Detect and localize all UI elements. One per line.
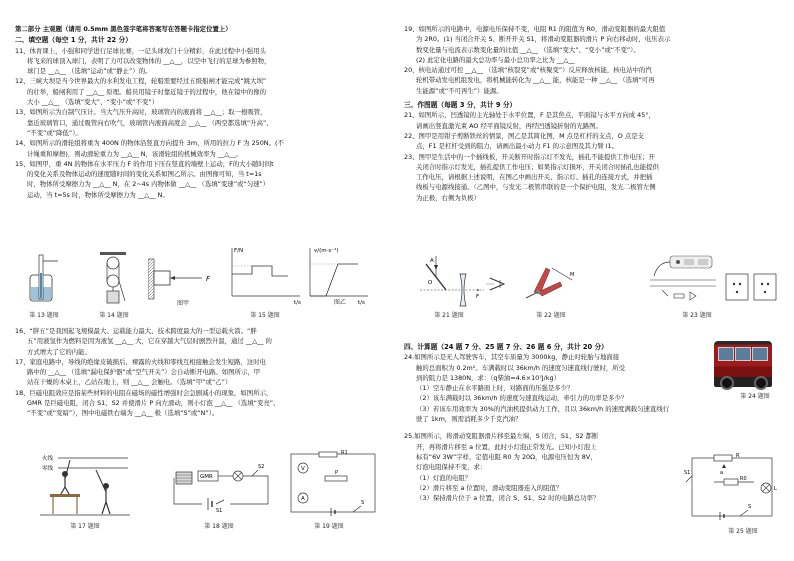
fig19-V: V (301, 466, 305, 472)
question-12 (15, 76, 396, 107)
q25-sub: （1）灯泡的电阻？ (416, 473, 472, 482)
fig19-A: A (301, 496, 305, 502)
question-11 (15, 46, 396, 77)
q13-line: 13、如图所示为自制气压计。当大气压升高时，玻璃管内的液面将 __△__；取一根吸管， (15, 108, 267, 117)
q24-line: 触的总面积为 0.2m²。车满载时以 36km/h 的速度匀速直线行驶时，所受 (416, 363, 626, 372)
caption-23: 第 23 题图 (682, 312, 712, 319)
q23-line: 为正极，右侧为负极） (416, 193, 480, 202)
q25-sub: （2）滑片移至 a 位置时，滑动变阻器连入的阻值？ (416, 483, 563, 492)
q24-line: （1）空车静止在水平路面上时，对路面的压强是多少？ (416, 384, 574, 393)
q11-line: 球门是 __△__ （选填“运动”或“静止”）的。 (27, 67, 152, 76)
q19-line: 为 2R0。(1) 当闭合开关 S、断开开关 S1，将滑动变阻器的滑片 P 向右移动时，电压表示 (416, 35, 671, 44)
caption-18: 第 18 题图 (204, 523, 234, 530)
q19-line: 19、如图所示的电路中，电源电压保持不变，电阻 R1 的阻值为 R0，滑动变阻器的最大阻值 (404, 25, 666, 33)
fig25-S1: S1 (684, 470, 691, 476)
q17-line: 路中的 __△__ （选填“漏电保护器”或“空气开关”）会自动断开电路。如图所示，甲 (27, 368, 261, 377)
figure-22-pliers (486, 262, 576, 306)
caption-15: 第 15 题图 (250, 312, 280, 319)
fig18-s1: S1 (216, 508, 223, 514)
fig15-yi-label: 图乙 (333, 299, 346, 306)
fig15-ts-axis: t/s (294, 300, 301, 306)
q19-line: 数变化量与电流表示数变化量的比值 __△__ （选填“变大”、“变小”或“不变”）。 (416, 45, 640, 54)
q24-line: 到的阻力是 1380N，求：（q柴油=4.6×10⁷J/kg） (416, 373, 560, 382)
caption-24: 第 24 题图 (740, 393, 770, 400)
fig21-F: F (476, 294, 480, 300)
fig17-huoxian: 火线 (42, 456, 54, 462)
q12-line: 12、三峡大坝是当今世界最大的水利发电工程，轮船需要经过五级船闸才能完成“跳大坝” (15, 77, 267, 86)
question-14 (15, 138, 396, 159)
fig15-jia-label: 图甲 (176, 300, 189, 307)
figure-14-pulley (96, 251, 130, 307)
caption-25: 第 25 题图 (728, 528, 758, 535)
question-22 (404, 131, 780, 152)
fig25-L: L (774, 486, 777, 492)
q13-line: “不变”或“降低”）。 (27, 128, 82, 137)
figure-21-optics (420, 256, 484, 308)
q25-line: 开，再将滑片移至 a 位置，此时小灯泡正常发光。已知小灯泡上 (416, 442, 597, 451)
q19-line: (2) 此定化电路的最大总功率与最小总功率之比为 __△__ (416, 55, 575, 64)
fig19-P: P (335, 470, 339, 476)
q16-line: 五”用液氢作为燃料是因为液氢 __△__ 大，它在穿越大气层时剧烈升温，通过 __△__ 的 (27, 337, 272, 346)
q24-line: （3）若该车用效率为 30%的汽油机提供动力工作，且以 36km/h 的速度满载匀速直线行 (416, 404, 670, 413)
caption-19: 第 19 题图 (314, 523, 344, 530)
q25-sub: （3）保持滑片位于 a 位置，闭合 S、S1、S2 时的电路总功率？ (416, 494, 600, 503)
q17-line: 站在干燥的木桌上，乙站在地上，则 __△__ 会触电。（选填“甲”或“乙”） (27, 378, 232, 387)
figure-13-barometer (22, 253, 62, 305)
q23-line: 23、图甲是生活中的一个插线板，开关断开时指示灯不发光，插孔不能提供工作电压；开 (404, 152, 655, 161)
q24-line: （2）该车满载时以 36km/h 的速度匀速直线运动，牵引力的功率是多少？ (416, 394, 628, 403)
fig15-fN-axis: F/N (234, 248, 244, 254)
section-fill-blank: 二、填空题（每空 1 分，共计 22 分） (15, 36, 132, 45)
right-column (404, 24, 780, 203)
section-drawing: 三、作图题（每题 3 分，共计 9 分） (404, 101, 517, 110)
q25-line: 25.如图所示，将滑动变阻器滑片移至最左端，S 闭合，S1、S2 都断 (404, 432, 599, 441)
question-23 (404, 152, 780, 203)
q15-line: 时，物体所受摩擦力为 __△__ N，在 2~4s 内物体做 __△__ （选填“变速”或“匀速”） (27, 180, 270, 189)
caption-17: 第 17 题图 (70, 523, 100, 530)
question-16 (15, 326, 396, 357)
fig15-t-axis: t/s (358, 300, 365, 306)
fig18-gmr-label: GMR (200, 474, 213, 480)
q14-line: 计绳重和摩擦)，则动滑轮重力为 __△__ N，该滑轮组的机械效率为 __△__。 (27, 149, 242, 158)
question-17 (15, 357, 396, 388)
q20-line: 20、核电站通过可控 __△__ （选填“核裂变”或“核聚变”）反应释放核能，核电站中的汽 (404, 66, 652, 75)
question-15 (15, 159, 396, 200)
q15-line: 运动，当 t=5s 时，物体所受摩擦力为 __△__ N。 (27, 190, 169, 199)
figure-19-circuit (285, 450, 381, 516)
figure-15-velocity-graph (302, 244, 372, 306)
fig21-A: A (430, 258, 434, 264)
part2-header: 第二部分 主观题（请用 0.5mm 黑色签字笔将答案写在答题卡指定位置上） (15, 25, 232, 33)
figure-24-bus (706, 341, 782, 389)
q16-line: 方式增大了它的内能。 (27, 347, 91, 356)
q22-line: 点，F1 是杠杆受到的阻力，请画出最小动力 F1 的示意图及其力臂 l1。 (416, 142, 618, 151)
q21-line: 请画出竖直激光束 AO 经平面镜反射，再经凹透镜折射的光路图。 (416, 121, 602, 130)
fig15-v-axis: v/(m·s⁻¹) (314, 248, 339, 254)
fig19-R1: R1 (341, 450, 348, 456)
question-19 (404, 24, 780, 65)
q25-line: 标有“6V 3W”字样，定值电阻 R0 为 20Ω，电源电压恒为 8V， (416, 452, 597, 461)
fig19-S: S (361, 500, 365, 506)
bus-image (714, 341, 772, 387)
q20-line: 生能源”或“不可再生”）能源。 (416, 86, 503, 95)
figure-25-circuit (684, 452, 780, 524)
left-column (15, 24, 396, 200)
q23-line: 关闭合时指示灯发光，插孔提供工作电压；如果指示灯损坏，开关闭合时插孔也能提供 (416, 162, 659, 171)
q17-line: 17、家庭电路中，导线的绝缘皮破损后，裸露的火线和零线互相接触会发生短路，这时电 (15, 357, 266, 366)
q23-line: 工作电压，请根据上述说明，在图乙中画出开关、指示灯、插孔的连接方式，并把插 (416, 173, 653, 182)
question-24 (404, 352, 704, 424)
figure-23-power-strip (650, 252, 780, 308)
fig25-R: R (736, 453, 740, 459)
q23-line: 线板与电源线接通。（乙图中，与发光二极管串联的是一个保护电阻，发光二极管左侧 (416, 183, 656, 192)
fig18-s2: S2 (258, 464, 265, 470)
fig25-R0: R0 (740, 476, 747, 482)
q12-line: 大小 __△__ （选填“变大”、“变小”或“不变”） (27, 98, 159, 107)
fig17-lingxian: 零线 (42, 466, 54, 472)
section-calculation: 四、计算题（24 题 7 分、25 题 7 分、26 题 6 分，共计 20 分） (404, 343, 608, 351)
q11-line: 11、体育课上，小强和同学进行足球比赛，一记头球攻门十分精彩，在此过程中小强用头 (15, 46, 266, 55)
q20-line: 轮机带动发电机组发电，将机械能转化为 __△__ 能，核能是一种 __△__ （选填“可再 (416, 76, 655, 85)
q13-line: 靠近玻璃管口，通过吸管向右吹气，玻璃管内液面高度会 __△__ （两空都选填“升高”、 (27, 118, 273, 127)
question-25 (404, 431, 704, 503)
q21-line: 21、如图所示，凹透镜的主光轴处于水平位置，F 是其焦点，平面镜与水平方向成 45°， (404, 111, 655, 120)
question-18 (15, 388, 396, 419)
q22-line: 22、图甲是用钳子剪断铁丝的情景，图乙是其简化图，M 点是杠杆的支点，O 点是支 (404, 131, 645, 140)
q18-line: “不变”或“变暗”），图中电磁铁右端为 __△__ 极（选填“S”或“N”）。 (27, 409, 219, 418)
caption-13: 第 13 题图 (29, 312, 59, 319)
q16-line: 16、“胖五”是我国起飞规模最大、运载能力最大、技术跨度最大的一型运载火箭。“胖 (15, 327, 257, 335)
q12-line: 的壮举，船闸利用了 __△__ 原理。船员用镜子时靠近镜子的过程中，他在镜中的像的 (27, 87, 267, 96)
q25-line: 灯泡电阻保持不变，求： (416, 463, 487, 472)
fig15-F-label: F (206, 275, 211, 283)
caption-14: 第 14 题图 (99, 312, 129, 319)
q24-line: 24.如图所示是无人驾驶客车，其空车质量为 3000kg，静止时轮胎与地面接 (404, 353, 620, 362)
fig25-S: S (748, 504, 752, 510)
fig21-O: O (428, 280, 433, 286)
left-column-lower (15, 326, 396, 419)
figure-18-gmr-circuit (172, 458, 276, 514)
caption-22: 第 22 题图 (536, 312, 566, 319)
q18-line: GMR 是巨磁电阻，闭合 S1、S2 并使滑片 P 向左滑动，则小灯泡 __△__ （选填“变亮”、 (27, 399, 280, 408)
q11-line: 将飞来的球顶入球门，表明了力可以改变物体的 __△__，以空中飞行的足球为参照物， (27, 56, 271, 65)
figure-15-force-graph (224, 244, 304, 306)
q15-line: 的变化关系及物体运动的速度随时间的变化关系如图乙所示。由图像可知，当 t=1s (27, 170, 262, 179)
q18-line: 18、巨磁电阻效应是指某些材料的电阻在磁场的磁性增强时会急剧减小的现象，如图所示， (15, 388, 273, 397)
q14-line: 14、如图所示的滑轮组将重为 400N 的物体沿竖直方向提升 3m，所用的拉力 F 为 250N。(不 (15, 139, 284, 148)
q24-line: 驶了 1km，则需消耗多少千克汽油？ (416, 415, 522, 424)
fig25-a: a (720, 470, 724, 476)
question-20 (404, 65, 780, 96)
caption-21: 第 21 题图 (434, 312, 464, 319)
question-21 (404, 110, 780, 131)
fig22-M: M (570, 272, 575, 278)
figure-17-electrocution (40, 452, 130, 518)
right-column-lower (404, 341, 704, 503)
question-13 (15, 107, 396, 138)
q15-line: 15、如图甲，重 4N 的物体在水平压力 F 的作用下压在竖直的墙壁上运动，F的大小随时间t (15, 159, 274, 168)
